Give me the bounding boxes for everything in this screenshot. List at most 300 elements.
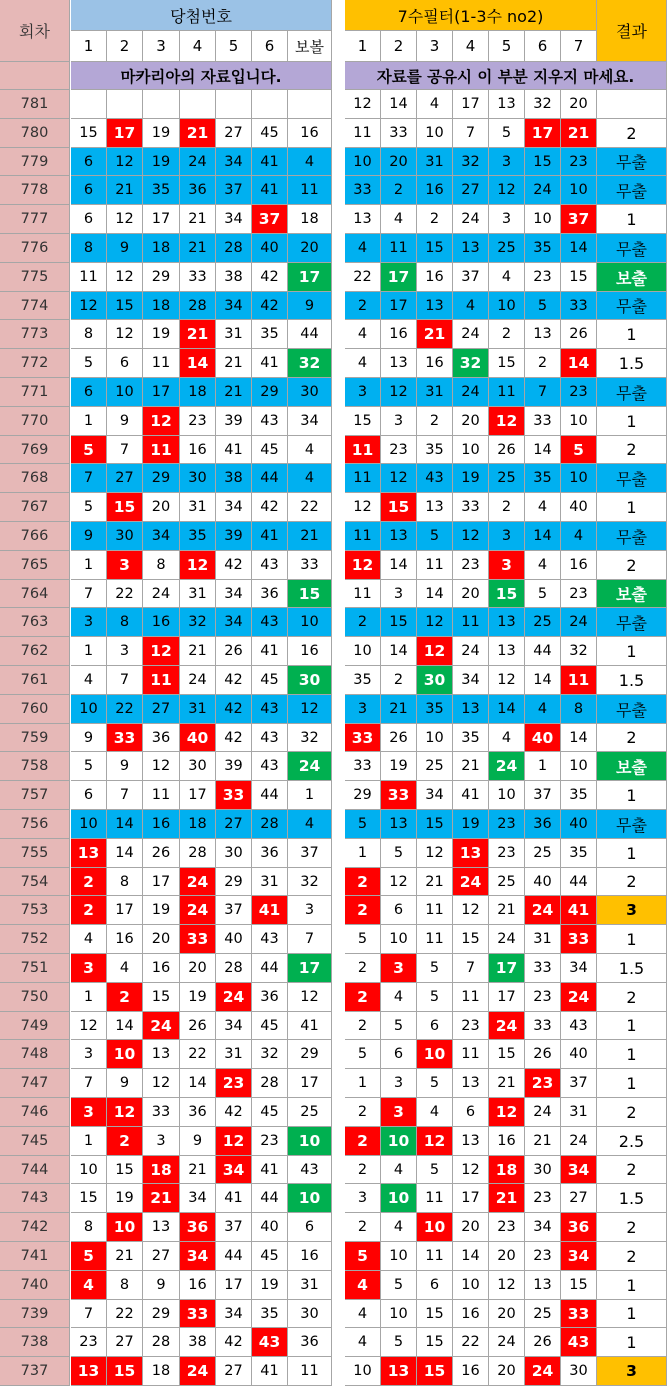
winning-number-cell: 12 bbox=[143, 407, 180, 436]
row-gap-middle bbox=[332, 1271, 345, 1300]
winning-number-cell: 18 bbox=[143, 1357, 180, 1386]
filter-number-cell: 14 bbox=[561, 724, 597, 752]
bonus-ball-cell: 4 bbox=[288, 810, 332, 839]
filter-number-cell: 13 bbox=[489, 637, 525, 666]
result-cell: 2 bbox=[597, 1156, 667, 1184]
row-gap-middle bbox=[332, 292, 345, 320]
winning-number-cell: 42 bbox=[216, 551, 252, 580]
filter-number-cell: 12 bbox=[489, 1271, 525, 1300]
bonus-ball-cell: 16 bbox=[288, 637, 332, 666]
winning-number-cell: 10 bbox=[71, 810, 107, 839]
winning-number-cell: 21 bbox=[107, 1242, 143, 1271]
winning-number-cell: 32 bbox=[252, 1040, 288, 1069]
result-cell: 1 bbox=[597, 1069, 667, 1098]
filter-number-cell: 23 bbox=[561, 148, 597, 176]
winning-number-cell: 34 bbox=[216, 292, 252, 320]
round-number: 763 bbox=[0, 608, 70, 637]
bonus-ball-cell: 11 bbox=[288, 176, 332, 205]
filter-number-cell: 23 bbox=[453, 551, 489, 580]
filter-number-cell: 12 bbox=[381, 868, 417, 896]
filter-number-cell: 11 bbox=[417, 925, 453, 954]
filter-number-cell: 16 bbox=[417, 263, 453, 292]
row-gap-middle bbox=[332, 868, 345, 896]
row-gap-middle bbox=[332, 148, 345, 176]
filter-number-cell: 1 bbox=[345, 1069, 381, 1098]
filter-number-cell: 4 bbox=[345, 1271, 381, 1300]
bonus-ball-cell: 10 bbox=[288, 1127, 332, 1156]
filter-number-cell: 14 bbox=[453, 1242, 489, 1271]
filter-number-cell: 34 bbox=[417, 781, 453, 810]
winning-number-cell: 31 bbox=[180, 695, 216, 724]
winning-number-cell: 43 bbox=[252, 752, 288, 781]
filter-number-cell: 25 bbox=[489, 234, 525, 263]
winning-number-cell: 12 bbox=[143, 752, 180, 781]
filter-number-cell: 23 bbox=[489, 839, 525, 868]
winning-number-cell: 18 bbox=[180, 810, 216, 839]
filter-number-cell: 21 bbox=[489, 1069, 525, 1098]
filter-number-cell: 36 bbox=[561, 1213, 597, 1242]
winning-number-cell: 31 bbox=[216, 320, 252, 349]
winning-number-cell: 4 bbox=[71, 925, 107, 954]
filter-number-cell: 44 bbox=[561, 868, 597, 896]
result-cell: 1.5 bbox=[597, 1184, 667, 1213]
filter-number-cell: 10 bbox=[381, 1300, 417, 1328]
winning-number-cell: 28 bbox=[252, 810, 288, 839]
bonus-ball-cell: 31 bbox=[288, 1271, 332, 1300]
filter-number-cell: 34 bbox=[561, 1156, 597, 1184]
winning-col-header: 2 bbox=[107, 31, 143, 62]
filter-number-cell: 5 bbox=[381, 1271, 417, 1300]
filter-number-cell: 30 bbox=[561, 1357, 597, 1386]
winning-number-cell: 30 bbox=[107, 522, 143, 551]
filter-number-cell: 10 bbox=[561, 407, 597, 436]
bonus-ball-cell: 10 bbox=[288, 608, 332, 637]
round-number: 758 bbox=[0, 752, 70, 781]
result-cell: 1 bbox=[597, 1328, 667, 1357]
winning-number-cell: 44 bbox=[252, 781, 288, 810]
winning-number-cell: 12 bbox=[107, 263, 143, 292]
filter-number-cell: 13 bbox=[417, 493, 453, 522]
filter-number-cell: 27 bbox=[561, 1184, 597, 1213]
bonus-ball-cell: 17 bbox=[288, 954, 332, 983]
round-number: 750 bbox=[0, 983, 70, 1012]
row-gap-middle bbox=[332, 234, 345, 263]
winning-number-cell: 23 bbox=[252, 1127, 288, 1156]
winning-number-cell: 30 bbox=[180, 752, 216, 781]
filter-number-cell: 15 bbox=[561, 1271, 597, 1300]
winning-number-cell bbox=[107, 90, 143, 119]
filter-number-cell: 4 bbox=[345, 234, 381, 263]
winning-number-cell: 31 bbox=[180, 580, 216, 608]
filter-header: 7수필터(1-3수 no2) bbox=[345, 0, 597, 31]
winning-number-cell: 15 bbox=[107, 292, 143, 320]
filter-number-cell: 13 bbox=[453, 1127, 489, 1156]
result-cell: 보출 bbox=[597, 752, 667, 781]
winning-number-cell: 17 bbox=[216, 1271, 252, 1300]
winning-number-cell: 19 bbox=[143, 896, 180, 925]
row-gap-middle bbox=[332, 436, 345, 464]
winning-number-cell: 12 bbox=[143, 637, 180, 666]
filter-number-cell: 5 bbox=[525, 580, 561, 608]
winning-number-cell: 13 bbox=[143, 1213, 180, 1242]
filter-number-cell: 6 bbox=[381, 1040, 417, 1069]
filter-number-cell: 40 bbox=[525, 724, 561, 752]
result-cell: 보출 bbox=[597, 263, 667, 292]
filter-number-cell: 10 bbox=[489, 292, 525, 320]
filter-number-cell: 15 bbox=[417, 810, 453, 839]
bonus-ball-cell: 11 bbox=[288, 1357, 332, 1386]
winning-number-cell: 7 bbox=[71, 464, 107, 493]
filter-number-cell: 12 bbox=[345, 493, 381, 522]
note-round-blank bbox=[0, 62, 70, 90]
filter-number-cell: 16 bbox=[489, 1127, 525, 1156]
filter-number-cell: 3 bbox=[489, 522, 525, 551]
result-cell: 2 bbox=[597, 1213, 667, 1242]
winning-number-cell: 28 bbox=[216, 954, 252, 983]
filter-number-cell: 26 bbox=[525, 1040, 561, 1069]
round-number: 780 bbox=[0, 119, 70, 148]
filter-number-cell: 12 bbox=[489, 407, 525, 436]
row-gap-middle bbox=[332, 1328, 345, 1357]
filter-number-cell: 21 bbox=[489, 1184, 525, 1213]
filter-number-cell: 18 bbox=[489, 1156, 525, 1184]
winning-number-cell: 27 bbox=[216, 1357, 252, 1386]
filter-number-cell: 12 bbox=[381, 464, 417, 493]
filter-number-cell: 26 bbox=[381, 724, 417, 752]
winning-number-cell: 37 bbox=[216, 896, 252, 925]
filter-number-cell: 10 bbox=[417, 1213, 453, 1242]
filter-number-cell: 14 bbox=[561, 349, 597, 378]
winning-col-header: 4 bbox=[180, 31, 216, 62]
winning-number-cell: 28 bbox=[180, 839, 216, 868]
winning-number-cell: 2 bbox=[71, 868, 107, 896]
winning-number-cell: 14 bbox=[180, 1069, 216, 1098]
filter-number-cell: 12 bbox=[345, 551, 381, 580]
winning-number-cell: 29 bbox=[252, 378, 288, 407]
winning-number-cell: 12 bbox=[107, 205, 143, 234]
filter-number-cell: 5 bbox=[525, 292, 561, 320]
winning-number-cell: 27 bbox=[216, 119, 252, 148]
winning-number-cell: 45 bbox=[252, 1242, 288, 1271]
bonus-ball-cell: 21 bbox=[288, 522, 332, 551]
winning-number-cell: 21 bbox=[180, 119, 216, 148]
filter-number-cell: 4 bbox=[525, 551, 561, 580]
filter-number-cell: 19 bbox=[453, 810, 489, 839]
result-cell: 1 bbox=[597, 407, 667, 436]
winning-number-cell: 16 bbox=[143, 954, 180, 983]
winning-number-cell: 41 bbox=[216, 436, 252, 464]
winning-number-cell: 3 bbox=[71, 1040, 107, 1069]
winning-number-cell: 3 bbox=[71, 954, 107, 983]
winning-number-cell bbox=[252, 90, 288, 119]
bonus-ball-cell: 37 bbox=[288, 839, 332, 868]
filter-number-cell: 11 bbox=[345, 464, 381, 493]
filter-number-cell: 4 bbox=[453, 292, 489, 320]
bonus-ball-cell: 43 bbox=[288, 1156, 332, 1184]
filter-number-cell: 3 bbox=[489, 551, 525, 580]
filter-number-cell: 33 bbox=[525, 407, 561, 436]
winning-number-cell: 34 bbox=[180, 1242, 216, 1271]
winning-number-cell: 1 bbox=[71, 551, 107, 580]
winning-number-cell: 8 bbox=[71, 320, 107, 349]
bonus-ball-cell: 33 bbox=[288, 551, 332, 580]
round-number: 747 bbox=[0, 1069, 70, 1098]
winning-number-cell: 41 bbox=[252, 896, 288, 925]
filter-number-cell: 13 bbox=[453, 234, 489, 263]
winning-number-cell: 18 bbox=[143, 1156, 180, 1184]
filter-number-cell: 20 bbox=[489, 1357, 525, 1386]
winning-number-cell: 7 bbox=[71, 1069, 107, 1098]
row-gap-middle bbox=[332, 119, 345, 148]
filter-number-cell: 3 bbox=[381, 407, 417, 436]
row-gap-middle bbox=[332, 349, 345, 378]
bonus-ball-cell: 4 bbox=[288, 464, 332, 493]
filter-number-cell: 25 bbox=[525, 608, 561, 637]
winning-number-cell: 43 bbox=[252, 407, 288, 436]
winning-number-cell: 20 bbox=[180, 954, 216, 983]
filter-number-cell: 12 bbox=[381, 378, 417, 407]
filter-number-cell: 25 bbox=[525, 1300, 561, 1328]
round-number: 777 bbox=[0, 205, 70, 234]
winning-number-cell: 35 bbox=[252, 1300, 288, 1328]
winning-number-cell: 5 bbox=[71, 493, 107, 522]
result-cell: 2 bbox=[597, 436, 667, 464]
winning-number-cell: 34 bbox=[216, 493, 252, 522]
filter-number-cell: 12 bbox=[417, 608, 453, 637]
winning-number-cell: 43 bbox=[252, 724, 288, 752]
round-number: 778 bbox=[0, 176, 70, 205]
filter-number-cell: 15 bbox=[417, 234, 453, 263]
winning-number-cell: 19 bbox=[143, 148, 180, 176]
row-gap-middle bbox=[332, 1156, 345, 1184]
filter-number-cell: 16 bbox=[453, 1357, 489, 1386]
filter-col-header: 7 bbox=[561, 31, 597, 62]
result-cell: 무출 bbox=[597, 810, 667, 839]
filter-number-cell: 15 bbox=[417, 1328, 453, 1357]
filter-number-cell: 37 bbox=[453, 263, 489, 292]
row-gap-middle bbox=[332, 1184, 345, 1213]
filter-number-cell: 31 bbox=[561, 1098, 597, 1127]
bonus-ball-cell: 3 bbox=[288, 896, 332, 925]
filter-number-cell: 23 bbox=[525, 1184, 561, 1213]
filter-number-cell: 5 bbox=[417, 522, 453, 551]
winning-number-cell: 24 bbox=[180, 666, 216, 695]
winning-number-cell: 22 bbox=[107, 695, 143, 724]
winning-col-header: 보볼 bbox=[288, 31, 332, 62]
round-number: 751 bbox=[0, 954, 70, 983]
winning-number-cell: 19 bbox=[143, 320, 180, 349]
winning-number-cell: 34 bbox=[216, 1300, 252, 1328]
result-cell: 무출 bbox=[597, 234, 667, 263]
winning-number-cell: 35 bbox=[143, 176, 180, 205]
winning-number-cell: 24 bbox=[143, 580, 180, 608]
round-number: 742 bbox=[0, 1213, 70, 1242]
round-number: 740 bbox=[0, 1271, 70, 1300]
filter-number-cell: 2 bbox=[345, 292, 381, 320]
winning-number-cell: 12 bbox=[107, 320, 143, 349]
filter-number-cell: 10 bbox=[381, 1184, 417, 1213]
filter-number-cell: 5 bbox=[381, 839, 417, 868]
filter-number-cell: 10 bbox=[525, 205, 561, 234]
winning-number-cell: 12 bbox=[71, 1012, 107, 1040]
round-header: 회차 bbox=[0, 0, 70, 62]
round-number: 768 bbox=[0, 464, 70, 493]
filter-number-cell: 1 bbox=[525, 752, 561, 781]
winning-number-cell: 15 bbox=[71, 1184, 107, 1213]
winning-number-cell: 3 bbox=[107, 551, 143, 580]
filter-number-cell: 13 bbox=[345, 205, 381, 234]
result-cell: 1.5 bbox=[597, 954, 667, 983]
filter-number-cell: 6 bbox=[417, 1012, 453, 1040]
filter-number-cell: 5 bbox=[561, 436, 597, 464]
filter-number-cell: 36 bbox=[525, 810, 561, 839]
filter-number-cell: 12 bbox=[417, 1127, 453, 1156]
filter-number-cell: 2 bbox=[345, 983, 381, 1012]
filter-number-cell: 15 bbox=[489, 349, 525, 378]
winning-number-cell: 6 bbox=[71, 148, 107, 176]
filter-number-cell: 13 bbox=[453, 695, 489, 724]
winning-number-cell: 43 bbox=[252, 1328, 288, 1357]
winning-col-header: 5 bbox=[216, 31, 252, 62]
filter-number-cell: 24 bbox=[453, 205, 489, 234]
bonus-ball-cell: 12 bbox=[288, 983, 332, 1012]
filter-number-cell: 40 bbox=[561, 1040, 597, 1069]
filter-number-cell: 41 bbox=[453, 781, 489, 810]
winning-number-cell: 45 bbox=[252, 436, 288, 464]
result-cell: 3 bbox=[597, 1357, 667, 1386]
filter-col-header: 5 bbox=[489, 31, 525, 62]
row-gap-middle bbox=[332, 695, 345, 724]
row-gap-middle bbox=[332, 1300, 345, 1328]
winning-number-cell: 9 bbox=[107, 407, 143, 436]
filter-number-cell: 3 bbox=[345, 378, 381, 407]
winning-number-cell: 15 bbox=[107, 1357, 143, 1386]
winning-number-cell: 23 bbox=[180, 407, 216, 436]
winning-number-cell: 17 bbox=[143, 868, 180, 896]
winning-number-cell: 29 bbox=[143, 1300, 180, 1328]
filter-number-cell: 5 bbox=[345, 1040, 381, 1069]
filter-number-cell: 2 bbox=[381, 666, 417, 695]
filter-number-cell: 30 bbox=[525, 1156, 561, 1184]
filter-number-cell: 2 bbox=[345, 868, 381, 896]
filter-number-cell: 3 bbox=[381, 1098, 417, 1127]
filter-number-cell: 2 bbox=[345, 608, 381, 637]
result-cell: 2 bbox=[597, 868, 667, 896]
filter-number-cell: 14 bbox=[417, 580, 453, 608]
round-number: 762 bbox=[0, 637, 70, 666]
winning-number-cell: 42 bbox=[252, 493, 288, 522]
filter-number-cell: 24 bbox=[561, 608, 597, 637]
filter-number-cell: 4 bbox=[381, 1156, 417, 1184]
filter-number-cell: 5 bbox=[417, 1156, 453, 1184]
result-cell: 1 bbox=[597, 839, 667, 868]
round-number: 776 bbox=[0, 234, 70, 263]
filter-number-cell: 11 bbox=[417, 1242, 453, 1271]
filter-number-cell: 11 bbox=[453, 983, 489, 1012]
bonus-ball-cell: 4 bbox=[288, 148, 332, 176]
winning-number-cell: 8 bbox=[107, 868, 143, 896]
bonus-ball-cell: 24 bbox=[288, 752, 332, 781]
bonus-ball-cell: 32 bbox=[288, 349, 332, 378]
winning-number-cell: 28 bbox=[143, 1328, 180, 1357]
filter-number-cell: 24 bbox=[525, 896, 561, 925]
round-number: 773 bbox=[0, 320, 70, 349]
winning-number-cell: 11 bbox=[143, 666, 180, 695]
filter-col-header: 1 bbox=[345, 31, 381, 62]
row-gap-middle bbox=[332, 608, 345, 637]
winning-number-cell: 16 bbox=[143, 608, 180, 637]
filter-number-cell: 33 bbox=[525, 1012, 561, 1040]
result-cell: 1 bbox=[597, 781, 667, 810]
round-number: 741 bbox=[0, 1242, 70, 1271]
winning-number-cell: 41 bbox=[252, 1357, 288, 1386]
filter-number-cell: 15 bbox=[561, 263, 597, 292]
filter-number-cell: 25 bbox=[489, 868, 525, 896]
row-gap-middle bbox=[332, 378, 345, 407]
filter-number-cell: 12 bbox=[453, 1156, 489, 1184]
winning-number-cell: 34 bbox=[216, 580, 252, 608]
winning-number-cell: 9 bbox=[180, 1127, 216, 1156]
filter-number-cell: 33 bbox=[381, 781, 417, 810]
round-number: 744 bbox=[0, 1156, 70, 1184]
row-gap-middle bbox=[332, 263, 345, 292]
filter-number-cell: 1 bbox=[345, 839, 381, 868]
filter-number-cell: 13 bbox=[453, 839, 489, 868]
winning-number-cell: 19 bbox=[180, 983, 216, 1012]
winning-number-cell: 26 bbox=[143, 839, 180, 868]
filter-number-cell: 14 bbox=[381, 551, 417, 580]
filter-number-cell: 11 bbox=[345, 119, 381, 148]
round-number: 738 bbox=[0, 1328, 70, 1357]
filter-number-cell: 37 bbox=[561, 1069, 597, 1098]
round-number: 753 bbox=[0, 896, 70, 925]
result-cell: 무출 bbox=[597, 695, 667, 724]
filter-number-cell: 5 bbox=[381, 1012, 417, 1040]
result-cell: 1 bbox=[597, 205, 667, 234]
winning-number-cell: 9 bbox=[107, 1069, 143, 1098]
note-right: 자료를 공유시 이 부분 지우지 마세요. bbox=[345, 62, 667, 90]
bonus-ball-cell: 20 bbox=[288, 234, 332, 263]
filter-number-cell: 7 bbox=[453, 119, 489, 148]
bonus-ball-cell: 7 bbox=[288, 925, 332, 954]
filter-number-cell: 2 bbox=[417, 205, 453, 234]
filter-number-cell: 16 bbox=[381, 320, 417, 349]
winning-number-cell: 11 bbox=[143, 349, 180, 378]
bonus-ball-cell: 25 bbox=[288, 1098, 332, 1127]
row-gap-middle bbox=[332, 1357, 345, 1386]
filter-number-cell: 12 bbox=[489, 666, 525, 695]
winning-number-cell: 31 bbox=[180, 493, 216, 522]
filter-number-cell: 33 bbox=[345, 176, 381, 205]
winning-number-cell: 22 bbox=[180, 1040, 216, 1069]
bonus-ball-cell: 34 bbox=[288, 407, 332, 436]
winning-number-cell: 2 bbox=[107, 1127, 143, 1156]
result-cell: 보출 bbox=[597, 580, 667, 608]
filter-number-cell: 4 bbox=[381, 205, 417, 234]
filter-number-cell: 11 bbox=[453, 608, 489, 637]
filter-number-cell: 35 bbox=[417, 695, 453, 724]
filter-number-cell: 2 bbox=[381, 176, 417, 205]
bonus-ball-cell: 32 bbox=[288, 868, 332, 896]
winning-number-cell: 33 bbox=[180, 263, 216, 292]
winning-number-cell: 17 bbox=[107, 119, 143, 148]
winning-number-cell: 2 bbox=[71, 896, 107, 925]
result-cell: 1 bbox=[597, 1040, 667, 1069]
filter-number-cell: 6 bbox=[417, 1271, 453, 1300]
winning-number-cell: 22 bbox=[107, 580, 143, 608]
winning-number-cell: 14 bbox=[180, 349, 216, 378]
filter-number-cell: 20 bbox=[453, 407, 489, 436]
